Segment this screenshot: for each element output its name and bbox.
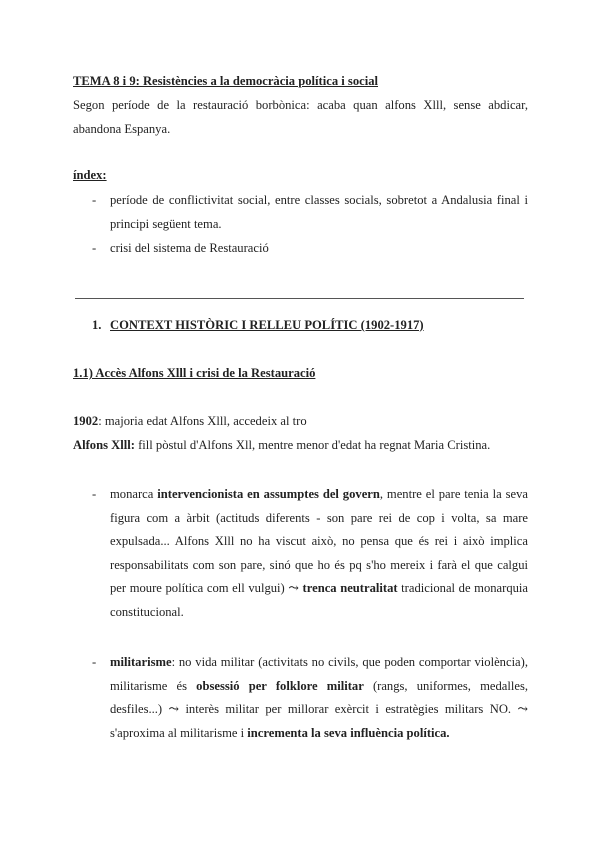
emphasis: incrementa la seva influència política. [247,725,450,740]
emphasis: intervencionista en assumptes del govern [157,487,380,501]
fact-term: Alfons Xlll: [73,438,135,452]
section-number: 1. [92,318,102,332]
index-item-1: període de conflictivitat social, entre classes socials, sobretot a Andalusia final i principi següent tema. [110,193,528,231]
index-heading: índex: [73,168,107,182]
section-heading: CONTEXT HISTÒRIC I RELLEU POLÍTIC (1902-1917) [110,318,424,332]
bullet-dash-militarisme: - [92,655,97,669]
fact-alfons [73,434,528,458]
page-title: TEMA 8 i 9: Resistències a la democràcia política i social [73,74,379,88]
bullet-monarca: monarca intervencionista en assumptes del govern, mentre el pare tenia la seva figura com a àrbit (actituds diferents - son pare rei de cop i volta, sa mare expulsada... Alfons Xlll no ha viscut això, no pensa que és rei i això implica responsabilitats com son pare, sinó que ho és pq s'ho mereix i farà el que calgui per moure política com ell vulgui) ⤳ trenca neutralitat tradicional de monarquia constitucional. [110,487,529,619]
index-dash-1: - [92,193,97,207]
horizontal-divider [75,298,524,299]
subsection-heading: 1.1) Accès Alfons Xlll i crisi de la Restauració [73,366,316,380]
fact-text: fill pòstul d'Alfons Xll, mentre menor d'edat ha regnat Maria Cristina. [134,438,491,452]
emphasis: obsessió per folklore militar [196,678,364,693]
fact-text: : majoria edat Alfons Xlll, accedeix al tro [98,414,307,428]
index-dash-2: - [92,241,97,255]
emphasis: militarisme [110,655,172,669]
intro-paragraph: Segon període de la restauració borbònica: acaba quan alfons Xlll, sense abdicar, abandona Espanya. [73,98,528,136]
index-item-2: crisi del sistema de Restauració [110,241,269,255]
emphasis: trenca neutralitat [302,581,398,595]
bullet-militarisme: militarisme: no vida militar (activitats no civils, que poden comportar violència), militarisme és obsessió per folklore militar (rangs, uniformes, medalles, desfiles...) ⤳ interès militar per millorar exèrcit i estratègies militars NO. ⤳ s'aproxima al militarisme i incrementa la seva influència política. [110,655,529,740]
fact-term: 1902 [73,414,99,428]
fact-1902 [73,410,528,434]
bullet-dash-monarca: - [92,487,97,501]
